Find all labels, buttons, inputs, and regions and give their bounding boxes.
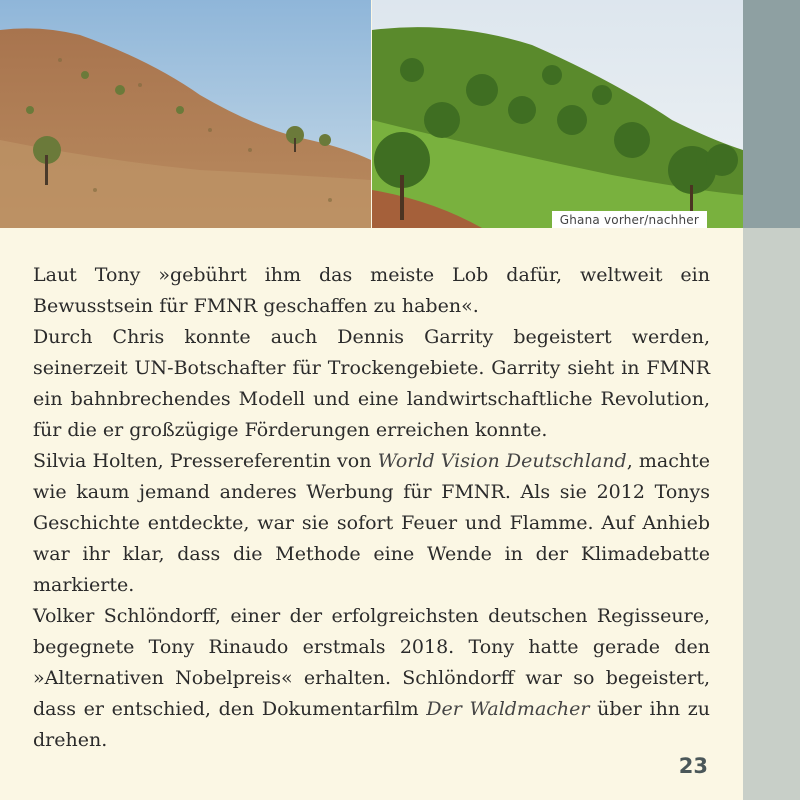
film-title: Der Waldmacher xyxy=(426,698,590,720)
sidebar-band-bottom xyxy=(743,228,800,800)
photo-after-green-hill xyxy=(372,0,743,228)
paragraph-2: Durch Chris konnte auch Dennis Garrity begeistert werden, seinerzeit UN-Botschafter für Trockengebiete. Garrity sieht in FMNR ein bahnbrechendes Modell und eine landwirtschaftliche Revolution, für die er großzügige Förderungen erreichen konnte. xyxy=(33,326,710,441)
photo-before-barren-hill xyxy=(0,0,371,228)
paragraph-3-text-end: , machte wie kaum jemand anderes Werbung für FMNR. Als sie 2012 Tonys Geschichte entdeckte, war sie sofort Feuer und Flamme. Auf Anhieb war ihr klar, dass die Methode eine Wende in der Klimadebatte markierte. xyxy=(33,450,711,596)
page-number: 23 xyxy=(678,754,708,778)
paragraph-1: Laut Tony »gebührt ihm das meiste Lob dafür, weltweit ein Bewusstsein für FMNR geschaffen zu haben«. xyxy=(33,264,710,317)
paragraph-3-text-start: Silvia Holten, Pressereferentin von xyxy=(33,450,378,472)
paragraph-4-text-end: über ihn zu drehen. xyxy=(33,698,710,751)
organization-name: World Vision Deutschland xyxy=(377,450,627,472)
image-caption: Ghana vorher/nachher xyxy=(552,211,707,228)
paragraph-4-text-start: Volker Schlöndorff, einer der erfolgreichsten deutschen Regisseure, begegnete Tony Rinaudo erstmals 2018. Tony hatte gerade den »Alternativen Nobelpreis« erhalten. Schlöndorff war so begeistert, dass er entschied, den Dokumentarfilm xyxy=(33,605,710,720)
photo-pair xyxy=(0,0,743,228)
paragraph-4 xyxy=(33,601,710,756)
paragraph-3 xyxy=(33,446,710,601)
body-text xyxy=(33,260,710,756)
sidebar-band-top xyxy=(743,0,800,228)
